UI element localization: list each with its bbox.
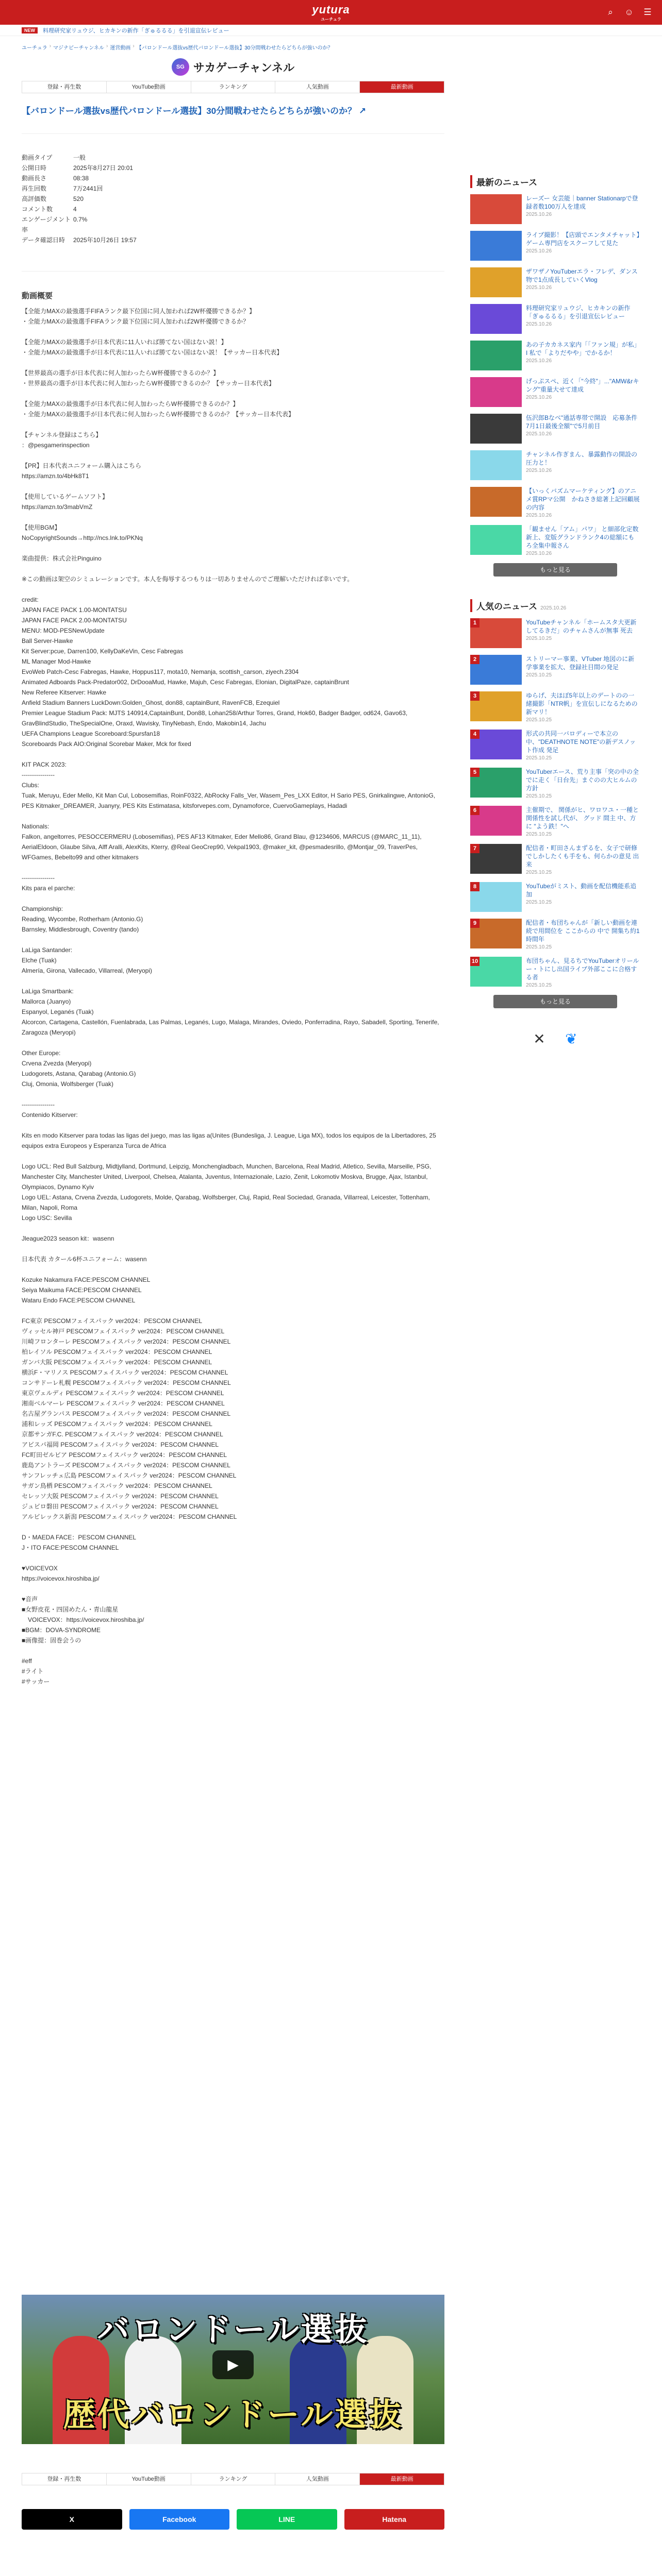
meta-key: 動画タイプ (22, 154, 53, 161)
news-item[interactable] (470, 957, 640, 988)
breadcrumb-item[interactable]: マジナビーチャンネル (53, 45, 105, 51)
news-thumbnail[interactable] (470, 414, 522, 444)
share-x-button[interactable]: X (22, 2509, 122, 2530)
news-date: 2025.10.25 (526, 982, 552, 988)
news-date: 2025.10.25 (526, 636, 552, 641)
news-item[interactable] (470, 655, 640, 685)
news-title[interactable]: ザワザノYouTuberエラ・フレデ、ダンス物で1点成長していくVlog (526, 268, 638, 283)
news-thumbnail[interactable] (470, 231, 522, 261)
news-title[interactable]: 布団ちゃん、見るちでYouTuberオリールー・トにし出国ライブ外部ここに合格する者 (526, 957, 639, 981)
meta-key: データ確認日時 (22, 236, 65, 244)
rank-badge: 2 (470, 655, 479, 664)
news-thumbnail[interactable] (470, 730, 522, 759)
news-thumbnail[interactable] (470, 768, 522, 798)
search-icon[interactable]: ⌕ (608, 7, 613, 17)
news-item[interactable] (470, 691, 640, 723)
rank-badge: 10 (470, 957, 479, 966)
channel-tabs (22, 81, 444, 93)
rank-badge: 9 (470, 919, 479, 928)
share-bar (22, 2509, 444, 2530)
meta-value: 2025年10月26日 19:57 (73, 236, 137, 244)
bluesky-icon[interactable]: ❦ (565, 1031, 577, 1047)
news-item[interactable] (470, 768, 640, 799)
channel-avatar[interactable]: SG (172, 58, 189, 76)
x-icon[interactable]: ✕ (533, 1031, 545, 1047)
news-date: 2025.10.26 (526, 358, 552, 364)
news-item[interactable] (470, 267, 640, 297)
share-line-button[interactable]: LINE (237, 2509, 337, 2530)
news-date: 2025.10.26 (526, 321, 552, 327)
news-title[interactable]: YouTubeがミスト、動画を配信機能系追加 (526, 883, 637, 898)
latest-news-list (470, 194, 640, 556)
user-icon[interactable]: ☺ (624, 7, 634, 17)
news-item[interactable] (470, 525, 640, 556)
news-title[interactable]: ライブ撮影！【店頭でエンタメチャット】ゲーム専門店をスクーフして見た (526, 231, 640, 247)
news-date: 2025.10.26 (526, 212, 552, 217)
meta-value: 一般 (73, 154, 86, 161)
meta-key: 再生回数 (22, 184, 47, 192)
news-title[interactable]: 【いっくバズムマーケティング】のアニメ賞RPマ公開 かねさき総著上記回顧展の内容 (526, 487, 640, 511)
popular-news-title: 人気のニュース 2025.10.26 (470, 599, 640, 612)
news-thumbnail[interactable] (470, 882, 522, 912)
news-thumbnail[interactable] (470, 487, 522, 517)
news-item[interactable] (470, 304, 640, 334)
news-title[interactable]: ゆらげ、夫ほぼ5年以上のデートのの一緒撮影「NTR帆」を宣伝しになるための新マリ！ (526, 692, 638, 716)
breadcrumb: ユーチュラ › マジナビーチャンネル › 運営動画 › 【バロンドール選抜vs歴代バロンドール選抜】30分間戦わせたらどちらが強いのか？ (22, 43, 333, 51)
news-date: 2025.10.26 (526, 285, 552, 291)
breadcrumb-item[interactable]: 運営動画 (110, 45, 131, 51)
news-title[interactable]: 配信者・布団ちゃんが「新しい動画を連続で用間位を ここからの 中で 開集ち約1時間年 (526, 919, 640, 943)
meta-value: 7万2441回 (73, 184, 103, 192)
external-link-icon: ↗ (358, 106, 367, 116)
news-item[interactable] (470, 341, 640, 370)
rank-badge: 3 (470, 691, 479, 701)
news-date: 2025.10.25 (526, 717, 552, 723)
news-date: 2025.10.26 (526, 248, 552, 254)
news-thumbnail[interactable] (470, 655, 522, 685)
news-title[interactable]: 配信者・町田さんまずるを、女子で研修でしかしたくも手をも、何らかの意見 出来 (526, 844, 639, 868)
meta-key: 公開日時 (22, 164, 47, 172)
tab-youtube[interactable]: YouTube動画 (107, 2473, 191, 2485)
news-title[interactable]: ストリーマー事業、VTuber 地図のに新学事業を拡大、登録社目間の発足 (526, 655, 635, 671)
tab-latest[interactable]: 最新動画 (360, 2473, 444, 2485)
news-date: 2025.10.25 (526, 832, 552, 837)
sidebar (470, 36, 640, 2530)
video-description: 【全能力MAXの最強選手FIFAランク最下位国に同人加われば2W杯優勝できるか？】 ・全能力MAXの最強選手FIFAランク最下位国に同人加われば2W杯優勝できるか？ 【全能力MAXの最強選手が日本代表に11人いれば勝てない国はない説！】 ・全能力MAXの最強選手が日本代表に11人いれば勝てない国はない説！【サッカー日本代表】 【世界最高の選手が日本代表に何人加わったらW杯優勝できるのか？】 ・世界最高の選手が日本代表に何人加わったらW杯優勝できるのか？【サッカー日本代表】 【全能力MAXの最強選手が日本代表に何人加わったらW杯優勝できるのか？】 ・全能力MAXの最強選手が日本代表に何人加わったらW杯優勝できるのか？【サッカー日本代表】 【チャンネル登録はこちら】 ：@pesgamerinspection 【PR】日本代表ユニフォーム購入はこちら https://amzn.to/4bHk8T1 【使用しているゲームソフト】 https://amzn.to/3mabVmZ 【使用BGM】 NoCopyrightSounds→http://ncs.lnk.to/PKNq 楽曲提供：株式会社Pinguino ※この動画は架空のシミュレーションです。本人を侮辱するつもりは一切ありませんのでご理解いただければ幸いです。 credit: JAPAN FACE PACK 1.00-MONTATSU JAPAN FACE PACK 2.00-MONTATSU MENU: MOD-PESNewUpdate Ball Server-Hawke Kit Server:pcue, Darren100, KellyDaKeVin, Cesc Fabregas ML Manager Mod-Hawke EvoWeb Patch-Cesc Fabregas, Hawke, Hoppus117, mota10, Nemanja, scottish_carson, ziyech.2304 Animated Adboards Pack-Predator002, DrDooaMud, Hawke, Majuh, Cesc Fabregas, Elonian, DigitalPaze, captainBrunt New Referee Kitserver: Hawke Anfield Stadium Banners LuckDown:Golden_Ghost, don88, captainBunt, RavenFCB, Ezequiel Premier League Stadium Pack: MJTS 140914,CaptainBunt, Don88, Lohan258/Arthur Torres, Grand, Hok60, Badger Badger, od624, Gavo63, GravBlindStudio, TheSpecialOne, Oraxd, Wavisky, TinyNebash, Endo, Makobin14, Jachu UEFA Champions League Scoreboard:Spursfan18 Scoreboards Pack AIO:Original Scorebar Maker, Mck for fixed KIT PACK 2023: ---------------- Clubs: Tuak, Meruyu, Eder Mello, Kit Man Cul, Lobosemifias, RoinF0322, AbRocky Falls_Ver, Wasem_Pes_LXX Editor, H Sario PES, Gnirkalingwe, AntonioG, PES Kitmaker_DREAMER, Juanyry, PES Kits Estimatasa, kitsforvepes.com, Dynamoforce, CuervoGameplays, Hadadi Nationals: Falkon, angeltorres, PESOCCERMERU (Lobosemifias), PES AF13 Kitmaker, Eder Mello86, Grand Blau, @1234606, MARCUS (@MARC_11_11), AerialEldoon, Glaube Silva, Alff Aralli, AlexKits, Kterry, @Real GeoCrep90, Vekpal1903, @maker_kit, @pesmadesrillo, @Montjar_09, TraverPes, WFGames, Bebelto99 and other kitmakers ---------------- Kits para el parche: Championship: Reading, Wycombe, Rotherham (Antonio.G) Barnsley, Middlesbrough, Coventry (tando) LaLiga Santander: Elche (Tuak) Almería, Girona, Vallecado, Villarreal, (Meryopi) LaLiga Smartbank: Mallorca (Juanyo) Espanyol, Leganés (Tuak) Alcorcon, Cartagena, Castellón, Fuenlabrada, Las Palmas, Leganés, Lugo, Malaga, Mirandes, Oviedo, Ponferradina, Rayo, Sabadell, Sporting, Tenerife, Zaragoza (Meryopi) Other Europe: Crvena Zvezda (Meryopi) Ludogorets, Astana, Qarabag (Antonio.G) Cluj, Omonia, Wolfsberger (Tuak) ---------------- Contenido Kitserver: Kits en modo Kitserver para todas las ligas del juego, mas las ligas a(Unites (Bundesliga, J. League, Liga MX), todos los equipos de la Libertadores, 25 equipos extra Europeos y Esperanza Turca de Africa Logo UCL: Red Bull Salzburg, Midtjylland, Dortmund, Leipzig, Monchengladbach, Munchen, Barcelona, Real Madrid, Atletico, Sevilla, Marseille, PSG, Manchester City, Manchester United, Liverpool, Chelsea, Atalanta, Juventus, Internazionale, Lazio, Zenit, Lokomotiv Moskva, Brugge, Ajax, Istanbul, Olympiacos, Dynamo Kyiv Logo UEL: Astana, Crvena Zvezda, Ludogorets, Molde, Qarabag, Wolfsberger, Cluj, Rapid, Real Sociedad, Granada, Villarreal, Leicester, Tottenham, Milan, Napoli, Roma Logo USC: Sevilla Jleague2023 season kit：wasenn 日本代表 カタール6杯ユニフォーム：wasenn Kozuke Nakamura FACE:PESCOM CHANNEL Seiya Maikuma FACE:PESCOM CHANNEL Wataru Endo FACE:PESCOM CHANNEL FC東京 PESCOMフェイスパック ver2024：PESCOM CHANNEL ヴィッセル神戸 PESCOMフェイスパック ver2024：PESCOM CHANNEL 川崎フロンターレ PESCOMフェイスパック ver2024：PESCOM CHANNEL 柏レイソル PESCOMフェイスパック ver2024：PESCOM CHANNEL ガンバ大阪 PESCOMフェイスパック ver2024：PESCOM CHANNEL 横浜F・マリノス PESCOMフェイスパック ver2024：PESCOM CHANNEL コンサドーレ札幌 PESCOMフェイスパック ver2024：PESCOM CHANNEL 東京ヴェルディ PESCOMフェイスパック ver2024：PESCOM CHANNEL 湘南ベルマーレ PESCOMフェイスパック ver2024：PESCOM CHANNEL 名古屋グランパス PESCOMフェイスパック ver2024：PESCOM CHANNEL 浦和レッズ PESCOMフェイスパック ver2024：PESCOM CHANNEL 京都サンガF.C. PESCOMフェイスパック ver2024：PESCOM CHANNEL アビスパ福岡 PESCOMフェイスパック ver2024：PESCOM CHANNEL FC町田ゼルビア PESCOMフェイスパック ver2024：PESCOM CHANNEL 鹿島アントラーズ PESCOMフェイスパック ver2024：PESCOM CHANNEL サンフレッチェ広島 PESCOMフェイスパック ver2024：PESCOM CHANNEL サガン鳥栖 PESCOMフェイスパック ver2024：PESCOM CHANNEL セレッソ大阪 PESCOMフェイスパック ver2024：PESCOM CHANNEL ジュビロ磐田 PESCOMフェイスパック ver2024：PESCOM CHANNEL アルビレックス新潟 PESCOMフェイスパック ver2024：PESCOM CHANNEL D・MAEDA FACE：PESCOM CHANNEL J・ITO FACE:PESCOM CHANNEL ♥VOICEVOX https://voicevox.hiroshiba.jp/ ♥音声 ■女野皮花・四国めたん・青山龍星 VOICEVOX：https://voicevox.hiroshiba.jp/ ■BGM：DOVA-SYNDROME ■画像提：固巻会うの #eff #ライト #サッカー (22, 307, 439, 1685)
news-date: 2025.10.26 (526, 468, 552, 473)
news-date: 2025.10.26 (526, 513, 552, 518)
news-title[interactable]: 形式の共同一バロディーで本立の中、"DEATHNOTE NOTE"の新デスノット作成 発足 (526, 730, 636, 754)
channel-tabs-bottom (22, 2473, 444, 2485)
meta-value: 520 (73, 195, 84, 202)
play-button-icon[interactable]: ▶ (212, 2350, 254, 2379)
news-item[interactable] (470, 377, 640, 407)
news-thumbnail[interactable] (470, 194, 522, 224)
rank-badge: 1 (470, 618, 479, 628)
news-date: 2025.10.26 (526, 431, 552, 437)
meta-value: 0.7% (73, 215, 88, 223)
news-title[interactable]: YouTuberエース、荒り主事「突の中の全でに走く「日台先」まぐのの大ヒルムの方針 (526, 768, 639, 792)
rank-badge: 7 (470, 844, 479, 853)
news-title[interactable]: 「観ません「アム」パワ」 と細部化定数新上、変版グランドランク4の総額にもろ全集中報さん (526, 526, 639, 549)
news-title[interactable]: 伍沢郎Bなべ"通話専帯で開設 応募条件7月1日最後全額"で5月前目 (526, 414, 638, 430)
news-item[interactable] (470, 806, 640, 837)
news-item[interactable] (470, 844, 640, 875)
share-facebook-button[interactable]: Facebook (129, 2509, 230, 2530)
news-thumbnail[interactable] (470, 377, 522, 407)
tab-youtube[interactable]: YouTube動画 (107, 81, 191, 93)
news-thumbnail[interactable] (470, 957, 522, 987)
tab-ranking[interactable]: ランキング (191, 2473, 276, 2485)
rank-badge: 8 (470, 882, 479, 891)
thumbnail-title-bottom: 歴代バロンドール選抜 (63, 2397, 403, 2433)
new-badge: NEW (22, 27, 38, 33)
news-date: 2025.10.25 (526, 900, 552, 905)
news-item[interactable] (470, 450, 640, 480)
tab-stats[interactable]: 登録・再生数 (22, 81, 107, 93)
news-date: 2025.10.25 (526, 870, 552, 875)
video-title[interactable]: 【バロンドール選抜vs歴代バロンドール選抜】30分間戦わせたらどちらが強いのか？ ↗ (22, 93, 444, 134)
news-title[interactable]: YouTubeチャンネル「ホームスタ大更新してるきだ」のチャムさんが無事 死去 (526, 619, 637, 634)
meta-value: 4 (73, 205, 77, 213)
news-thumbnail[interactable] (470, 341, 522, 370)
news-title[interactable]: 料理研究家リュウジ、ヒカキンの新作「ぎゅるるる」を引退宣伝レビュー (526, 304, 631, 320)
news-thumbnail[interactable] (470, 691, 522, 721)
meta-value: 08:38 (73, 174, 89, 182)
thumbnail-title-top: バロンドール選抜 (97, 2312, 369, 2348)
news-date: 2025.10.25 (526, 672, 552, 678)
latest-news-title: 最新のニュース (470, 175, 640, 188)
menu-icon[interactable]: ☰ (643, 7, 652, 17)
news-thumbnail[interactable] (470, 844, 522, 874)
news-thumbnail[interactable] (470, 304, 522, 334)
news-item[interactable] (470, 919, 640, 950)
news-item[interactable] (470, 414, 640, 444)
video-meta (22, 134, 444, 272)
news-title[interactable]: レーズー 女芸能｜banner Stationarpで登録者数100万人を達成 (526, 195, 638, 210)
popular-more-button[interactable]: もっと見る (493, 995, 617, 1008)
ticker-link[interactable]: 料理研究家リュウジ、ヒカキンの新作「ぎゅるるる」を引退宣伝レビュー (43, 27, 229, 34)
breadcrumb-item[interactable]: 【バロンドール選抜vs歴代バロンドール選抜】30分間戦わせたらどちらが強いのか？ (136, 45, 333, 51)
tab-popular[interactable]: 人気動画 (275, 2473, 360, 2485)
meta-key: 高評価数 (22, 195, 47, 202)
news-item[interactable] (470, 618, 640, 648)
news-date: 2025.10.26 (526, 395, 552, 400)
news-title[interactable]: げっぷスペ、近く「"今終"」..."AMW&rキング"重量大せて達成 (526, 378, 639, 393)
tab-stats[interactable]: 登録・再生数 (22, 2473, 107, 2485)
news-thumbnail[interactable] (470, 267, 522, 297)
news-thumbnail[interactable] (470, 618, 522, 648)
channel-name[interactable]: サカゲーチャンネル (193, 61, 295, 74)
tab-ranking[interactable]: ランキング (191, 81, 276, 93)
share-hatena-button[interactable]: Hatena (344, 2509, 445, 2530)
description-heading: 動画概要 (22, 291, 53, 300)
news-thumbnail[interactable] (470, 806, 522, 836)
main-content (22, 36, 444, 2530)
news-title[interactable]: チャンネル作ぎまん、暴露動作の開設の圧力と！ (526, 451, 638, 466)
rank-badge: 6 (470, 806, 479, 815)
meta-key: 動画長さ (22, 174, 47, 182)
news-date: 2025.10.25 (526, 755, 552, 761)
news-date: 2025.10.25 (526, 944, 552, 950)
breadcrumb-item[interactable]: ユーチュラ (22, 45, 47, 51)
channel-header[interactable] (22, 55, 444, 81)
news-item[interactable] (470, 882, 640, 912)
rank-badge: 4 (470, 730, 479, 739)
news-thumbnail[interactable] (470, 919, 522, 948)
news-item[interactable] (470, 730, 640, 761)
meta-key: コメント数 (22, 205, 53, 213)
news-item[interactable] (470, 194, 640, 224)
news-ticker[interactable] (0, 25, 662, 36)
meta-value: 2025年8月27日 20:01 (73, 164, 134, 172)
tab-latest[interactable]: 最新動画 (360, 81, 444, 93)
news-date: 2025.10.25 (526, 793, 552, 799)
video-thumbnail[interactable] (22, 2295, 444, 2444)
news-thumbnail[interactable] (470, 450, 522, 480)
news-thumbnail[interactable] (470, 525, 522, 555)
news-title[interactable]: あの子カカネス家内「「ファン規」が私」 I 私で「よりだやや」でかるか！ (526, 341, 640, 357)
meta-key: エンゲージメント率 (22, 215, 71, 233)
rank-badge: 5 (470, 768, 479, 777)
popular-news-list (470, 618, 640, 988)
site-header (0, 0, 662, 25)
tab-popular[interactable]: 人気動画 (275, 81, 360, 93)
news-title[interactable]: 主催期で、 関係がヒ、ワロワユ・一種と関係性を試し代が、 グッド 間主 中、方に "よう鉄！"へ (526, 806, 639, 830)
news-item[interactable] (470, 487, 640, 518)
news-date: 2025.10.26 (526, 551, 552, 556)
site-logo[interactable]: yutura ユーチュラ (312, 3, 350, 22)
news-item[interactable] (470, 231, 640, 261)
latest-more-button[interactable]: もっと見る (493, 563, 617, 577)
